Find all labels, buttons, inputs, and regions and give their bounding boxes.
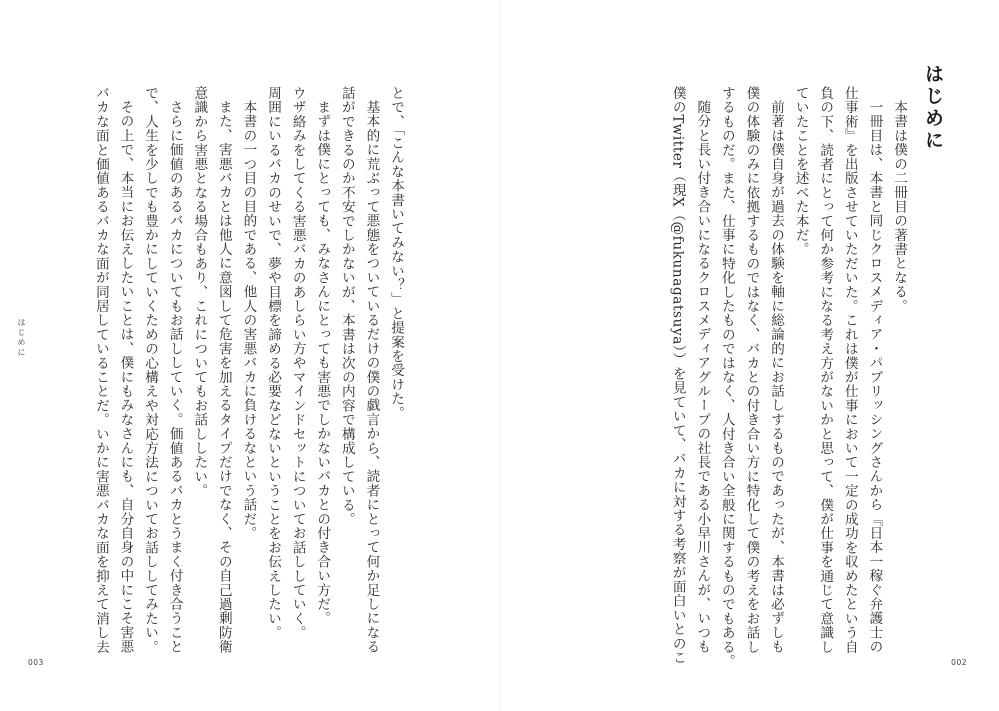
paragraph-column: するものだ。また、仕事に特化したものではなく、人付き合い全般に関するものでもある。 bbox=[718, 86, 735, 669]
paragraph-column: 仕事術』を出版させていただいた。これは僕が仕事において一定の成功を収めたという自 bbox=[841, 86, 858, 654]
paragraph-column: とで、「こんな本書いてみない？」と提案を受けた。 bbox=[388, 86, 404, 420]
paragraph-column: バカな面と価値あるバカな面が同居していることだ。いかに害悪バカな面を抑えて消し去 bbox=[92, 86, 109, 654]
running-head: はじめに bbox=[17, 318, 26, 358]
paragraph-column: 周囲にいるバカのせいで、夢や目標を諦める必要などないということをお伝えしたい。 bbox=[265, 86, 282, 640]
paragraph-column: その上で、本当にお伝えしたいことは、僕にもみなさんにも、自分自身の中にこそ害悪 bbox=[117, 99, 134, 654]
paragraph-column: ていたことを述べた本だ。 bbox=[792, 86, 809, 257]
paragraph-column: ウザ絡みをしてくる害悪バカのあしらい方やマインドセットについてお話ししていく。 bbox=[289, 86, 306, 640]
paragraph-column: 僕の体験のみに依拠するものではなく、バカとの付き合い方に特化して僕の考えをお話し bbox=[743, 86, 760, 654]
right-page-body bbox=[665, 86, 911, 669]
paragraph-column: 随分と長い付き合いになるクロスメディアグループの社長である小早川さんが、いつも bbox=[694, 99, 711, 654]
paragraph-column: 前著は僕自身が過去の体験を軸に総論的にお話しするものであったが、本書は必ずしも bbox=[768, 99, 785, 654]
paragraph-column: 基本的に荒ぶって悪態をついているだけの僕の戯言から、読者にとって何か足しになる bbox=[363, 99, 380, 654]
paragraph-column: さらに価値のあるバカについてもお話ししていく。価値あるバカとうまく付き合うこと bbox=[166, 99, 183, 654]
paragraph-column: 一冊目は、本書と同じクロスメディア・パブリッシングさんから『日本一稼ぐ弁護士の bbox=[866, 99, 883, 654]
paragraph-column: 本書の一つ目の目的である、他人の害悪バカに負けるなという話だ。 bbox=[240, 99, 257, 540]
paragraph-column: 負の下、読者にとって何か参考になる考え方がないかと思って、僕が仕事を通じて意識し bbox=[817, 86, 834, 654]
paragraph-column: まずは僕にとっても、みなさんにとっても害悪でしかないバカとの付き合い方だ。 bbox=[314, 99, 331, 625]
paragraph-column: また、害悪バカとは他人に意図して危害を加えるタイプだけでなく、その自己過剰防衛 bbox=[215, 99, 232, 654]
paragraph-column: で、人生を少しでも豊かにしていくための心構えや対応方法についてお話ししてみたい。 bbox=[142, 86, 159, 654]
page-number-right: 002 bbox=[951, 658, 967, 667]
chapter-title: はじめに bbox=[922, 64, 944, 152]
paragraph-column: 意識から害悪となる場合もあり、これについてもお話ししたい。 bbox=[191, 86, 208, 498]
page-number-left: 003 bbox=[28, 658, 44, 667]
paragraph-column: 本書は僕の二冊目の著書となる。 bbox=[891, 99, 907, 313]
paragraph-column: 話ができるのか不安でしかないが、本書は次の内容で構成している。 bbox=[338, 86, 355, 527]
right-page bbox=[500, 0, 999, 711]
paragraph-column: 僕のTwitter（現X（@fukunagatsuya））を見ていて、バカに対する考察が面白いとのこ bbox=[669, 86, 686, 665]
left-page-body bbox=[88, 86, 408, 654]
